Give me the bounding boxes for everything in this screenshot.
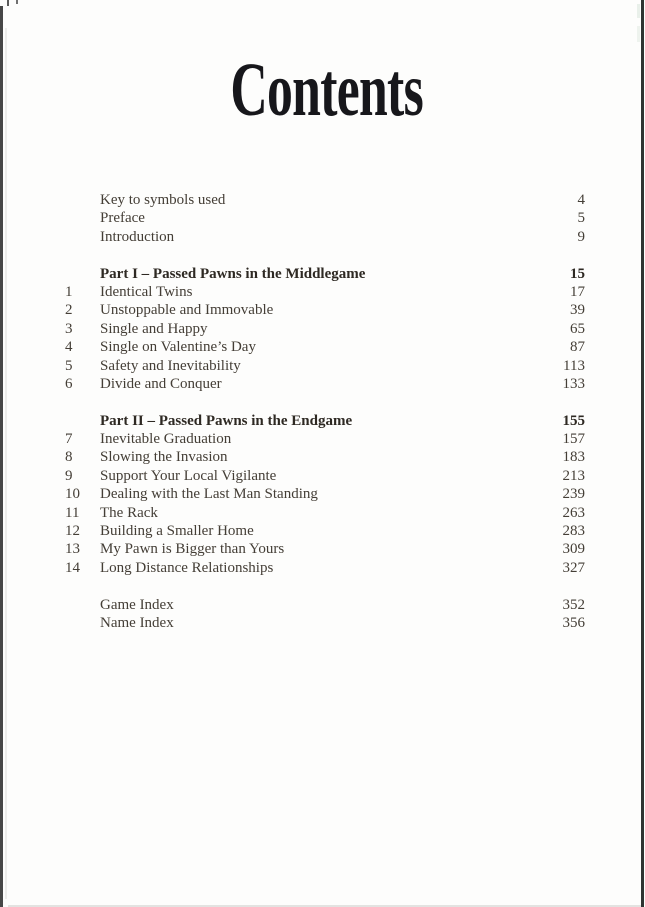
- chapter-number: 5: [65, 357, 73, 374]
- chapter-number: [65, 412, 100, 430]
- toc-row: [65, 338, 585, 356]
- page-number: 155: [562, 412, 585, 429]
- toc-row: [65, 320, 585, 338]
- toc-row: [65, 559, 585, 577]
- chapter-number: 2: [65, 302, 73, 319]
- chapter-number: 14: [65, 559, 80, 576]
- chapter-number: 6: [65, 375, 73, 392]
- toc-section-heading: [65, 412, 585, 430]
- chapter-title: Slowing the Invasion: [100, 449, 228, 466]
- chapter-title: Building a Smaller Home: [100, 523, 254, 540]
- chapter-number: 9: [65, 467, 73, 484]
- page-number: 113: [563, 357, 585, 374]
- chapter-number: 1: [65, 283, 73, 300]
- toc-row: [65, 504, 585, 522]
- page-title-text: Contents: [230, 48, 423, 132]
- page-number: 239: [562, 486, 585, 503]
- toc-row: [65, 430, 585, 448]
- chapter-title: Dealing with the Last Man Standing: [100, 486, 318, 503]
- chapter-number: 3: [65, 320, 73, 337]
- chapter-title: Name Index: [100, 614, 174, 631]
- chapter-number: 7: [65, 431, 73, 448]
- scan-smudge-right: [637, 4, 640, 18]
- page-number: 309: [562, 541, 585, 558]
- toc-row: [65, 540, 585, 558]
- toc-section-gap: [65, 577, 585, 595]
- toc-row: [65, 614, 585, 632]
- toc-row: [65, 301, 585, 319]
- page-number: 65: [570, 320, 585, 337]
- scan-mark-top-left: [16, 0, 18, 4]
- page-number: 327: [562, 559, 585, 576]
- scan-edge-right: [641, 0, 644, 907]
- toc-row: [65, 228, 585, 246]
- page-number: 263: [562, 504, 585, 521]
- chapter-number: [65, 228, 100, 246]
- scan-mark-top-left: [7, 0, 9, 6]
- chapter-number: 10: [65, 486, 80, 503]
- chapter-title: The Rack: [100, 504, 158, 521]
- toc-row: [65, 485, 585, 503]
- chapter-title: Key to symbols used: [100, 192, 226, 208]
- chapter-title: Long Distance Relationships: [100, 559, 274, 576]
- toc-row: [65, 375, 585, 393]
- chapter-title: Inevitable Graduation: [100, 431, 232, 448]
- page-number: 4: [577, 192, 585, 208]
- toc-row: [65, 191, 585, 209]
- chapter-title: Support Your Local Vigilante: [100, 467, 277, 484]
- chapter-title: Divide and Conquer: [100, 375, 222, 392]
- chapter-title: Part II – Passed Pawns in the Endgame: [100, 412, 353, 429]
- page-number: 157: [562, 431, 585, 448]
- chapter-title: Introduction: [100, 228, 175, 245]
- chapter-number: [65, 209, 100, 227]
- toc-section-gap: [65, 393, 585, 411]
- page-number: 39: [570, 302, 585, 319]
- toc-row: [65, 209, 585, 227]
- toc-row: [65, 357, 585, 375]
- scan-edge-left-faint: [5, 28, 7, 899]
- toc-row: [65, 467, 585, 485]
- chapter-title: My Pawn is Bigger than Yours: [100, 541, 285, 558]
- toc-row: [65, 283, 585, 301]
- page-number: 356: [562, 614, 585, 631]
- page-number: 213: [562, 467, 585, 484]
- page-number: 5: [577, 210, 585, 227]
- scan-smudge-right: [637, 26, 640, 42]
- chapter-number: [65, 596, 100, 614]
- page-number: 183: [562, 449, 585, 466]
- toc-section-gap: [65, 246, 585, 264]
- toc-row: [65, 522, 585, 540]
- page-number: 352: [562, 596, 585, 613]
- chapter-number: 13: [65, 541, 80, 558]
- chapter-number: 11: [65, 504, 80, 521]
- chapter-title: Identical Twins: [100, 283, 193, 300]
- chapter-title: Part I – Passed Pawns in the Middlegame: [100, 265, 366, 282]
- chapter-title: Single on Valentine’s Day: [100, 339, 256, 356]
- chapter-number: 4: [65, 339, 73, 356]
- chapter-number: 12: [65, 523, 80, 540]
- chapter-title: Game Index: [100, 596, 174, 613]
- page-number: 17: [570, 283, 585, 300]
- chapter-number: 8: [65, 449, 73, 466]
- chapter-title: Preface: [100, 210, 145, 227]
- chapter-title: Unstoppable and Immovable: [100, 302, 274, 319]
- chapter-number: [65, 191, 100, 209]
- toc: [65, 191, 585, 632]
- page-number: 87: [570, 339, 585, 356]
- page-number: 283: [562, 523, 585, 540]
- chapter-number: [65, 614, 100, 632]
- page-number: 133: [562, 375, 585, 392]
- chapter-title: Single and Happy: [100, 320, 208, 337]
- page-number: 9: [577, 228, 585, 245]
- scan-edge-left: [0, 6, 3, 907]
- toc-row: [65, 596, 585, 614]
- chapter-number: [65, 265, 100, 283]
- toc-row: [65, 448, 585, 466]
- page-number: 15: [570, 265, 585, 282]
- page-title: [0, 48, 645, 132]
- toc-section-heading: [65, 265, 585, 283]
- chapter-title: Safety and Inevitability: [100, 357, 241, 374]
